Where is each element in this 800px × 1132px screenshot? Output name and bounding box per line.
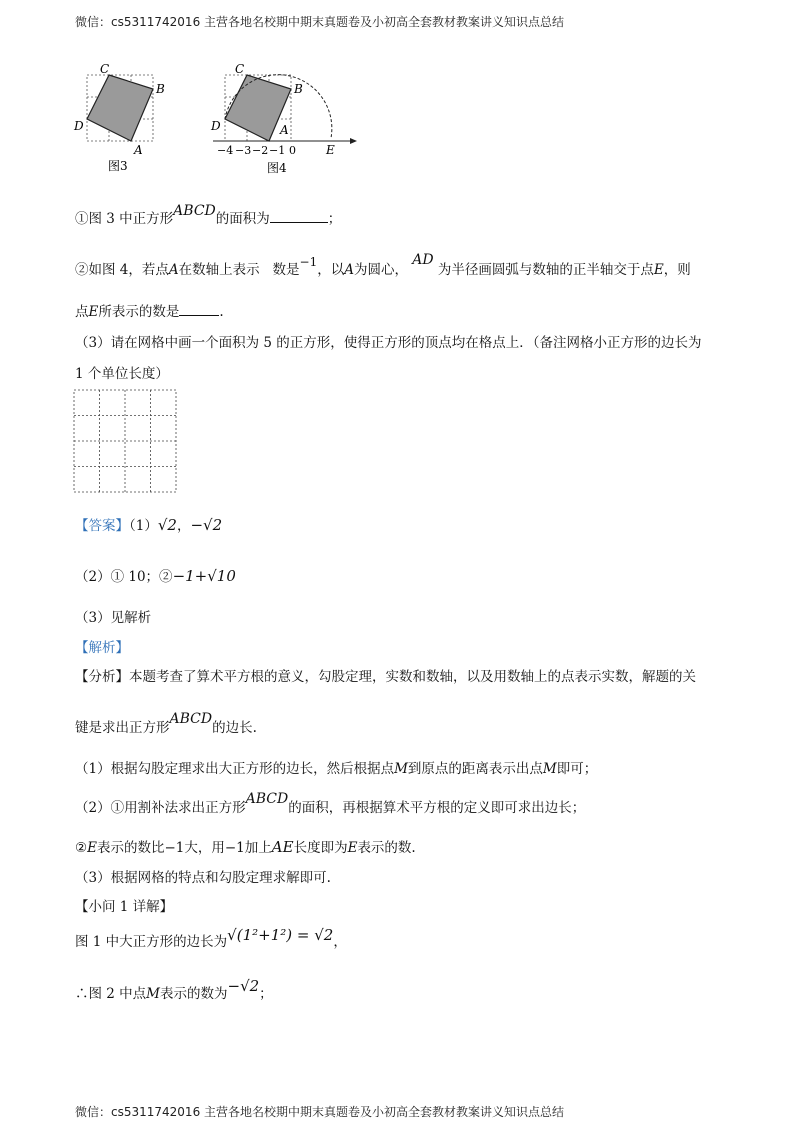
analysis-s5: 【小问 1 详解】 xyxy=(75,899,174,915)
tick-0: 0 xyxy=(289,144,296,157)
tick-neg3: −3 xyxy=(235,144,252,157)
question-3-line1: （3）请在网格中画一个面积为 5 的正方形，使得正方形的顶点均在格点上．（备注网格小正方形的边长为 xyxy=(75,335,702,351)
page-header: 微信：cs5311742016 主营各地名校期中期末真题卷及小初高全套教材教案讲义知识点总结 xyxy=(75,15,565,29)
analysis-s7: ∴图 2 中点M表示的数为−√2； xyxy=(75,977,273,1002)
page-footer: 微信：cs5311742016 主营各地名校期中期末真题卷及小初高全套教材教案讲义知识点总结 xyxy=(75,1105,565,1119)
grid xyxy=(73,389,179,495)
answer-tag: 【答案】 xyxy=(75,518,129,534)
fig4-caption: 图4 xyxy=(267,161,287,175)
tick-neg4: −4 xyxy=(217,144,234,157)
analysis-p1b: 键是求出正方形ABCD的边长. xyxy=(75,711,257,736)
analysis-tag: 【解析】 xyxy=(75,640,129,656)
label-d4: D xyxy=(211,119,221,133)
question-2: ②如图 4，若点A在数轴上表示 数是−1，以A为圆心， AD 为半径画圆弧与数轴的正半轴交于点E，则 xyxy=(75,252,691,278)
label-c: C xyxy=(100,62,110,76)
tick-neg2: −2 xyxy=(252,144,269,157)
label-b4: B xyxy=(294,82,303,96)
answer-blank-1 xyxy=(270,210,328,223)
label-d: D xyxy=(74,119,84,133)
answer-3: （3）见解析 xyxy=(75,610,152,626)
analysis-s1: （1）根据勾股定理求出大正方形的边长，然后根据点M到原点的距离表示出点M即可； xyxy=(75,761,598,777)
analysis-s2: （2）①用割补法求出正方形ABCD的面积，再根据算术平方根的定义即可求出边长； xyxy=(75,791,586,816)
square-abcd xyxy=(87,75,153,141)
label-a: A xyxy=(134,143,143,157)
analysis-s4: （3）根据网格的特点和勾股定理求解即可. xyxy=(75,870,331,886)
figure-4 xyxy=(205,60,365,180)
analysis-p1: 【分析】本题考查了算术平方根的意义，勾股定理，实数和数轴，以及用数轴上的点表示实数，解题的关 xyxy=(75,669,696,685)
label-e4: E xyxy=(326,143,335,157)
label-b: B xyxy=(156,82,165,96)
label-a4: A xyxy=(280,123,289,137)
fig3-caption: 图3 xyxy=(108,159,128,173)
question-1: ①图 3 中正方形ABCD的面积为 ； xyxy=(75,203,342,227)
answer-blank-2 xyxy=(179,303,219,316)
label-c4: C xyxy=(235,62,245,76)
analysis-s3: ②E表示的数比−1大，用−1加上AE长度即为E表示的数. xyxy=(75,838,416,856)
question-2-cont: 点E所表示的数是 . xyxy=(75,304,224,320)
question-3-line2: 1 个单位长度） xyxy=(75,366,169,382)
answer-1: 【答案】（1）√2，−√2 xyxy=(75,516,223,534)
tick-neg1: −1 xyxy=(269,144,286,157)
figure-3 xyxy=(70,60,170,175)
analysis-s6: 图 1 中大正方形的边长为√(1²+1²) = √2， xyxy=(75,926,347,950)
answer-2: （2）① 10；②−1+√10 xyxy=(75,567,236,585)
